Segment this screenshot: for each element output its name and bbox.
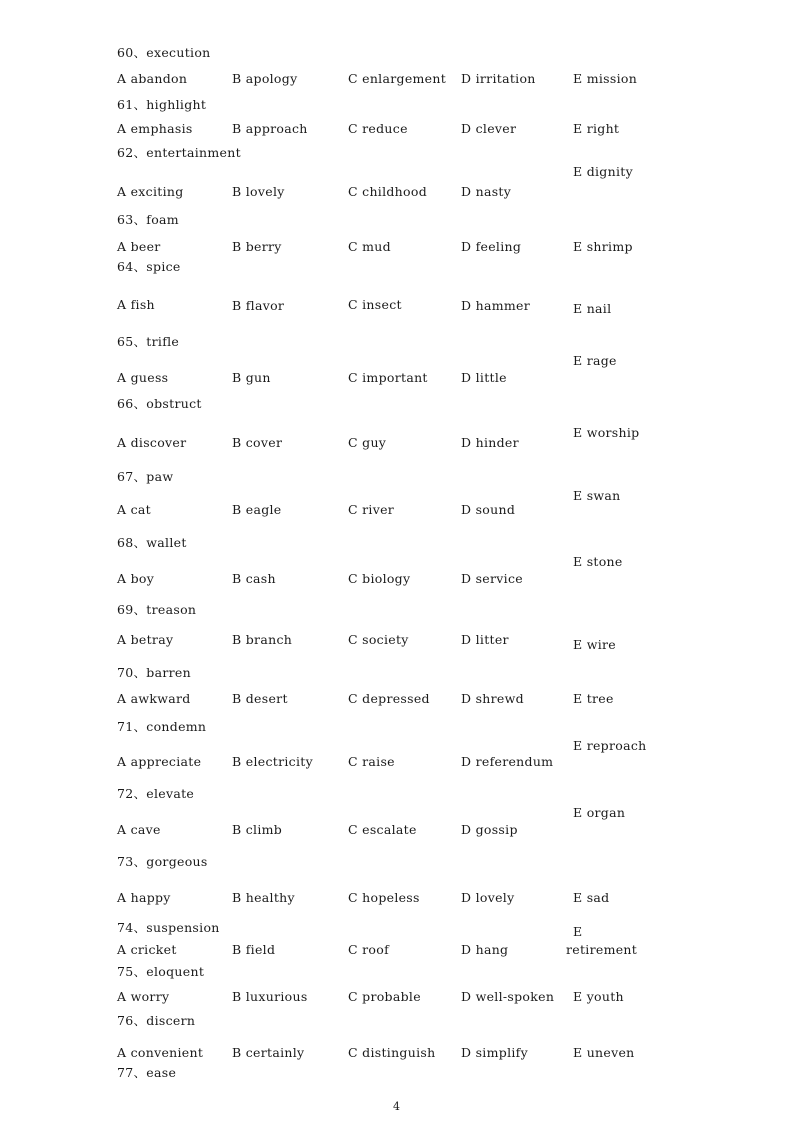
question-64: 64、spice <box>117 259 181 274</box>
option-b: B berry <box>232 239 282 254</box>
option-b: B apology <box>232 71 298 86</box>
option-e: E right <box>573 121 620 136</box>
question-76: 76、discern <box>117 1013 196 1028</box>
question-71: 71、condemn <box>117 719 207 734</box>
option-e: E sad <box>573 890 610 905</box>
option-a: A happy <box>117 890 171 905</box>
option-a: A betray <box>117 632 174 647</box>
option-d: D little <box>461 370 507 385</box>
option-e: E uneven <box>573 1045 635 1060</box>
option-d: D gossip <box>461 822 518 837</box>
option-d: D clever <box>461 121 517 136</box>
option-c: C childhood <box>348 184 427 199</box>
option-e: E wire <box>573 637 616 652</box>
option-a: A cricket <box>117 942 177 957</box>
option-b: B cash <box>232 571 276 586</box>
option-d: D hinder <box>461 435 519 450</box>
question-69: 69、treason <box>117 602 197 617</box>
option-d: D lovely <box>461 890 515 905</box>
option-b: B field <box>232 942 276 957</box>
option-d: D well-spoken <box>461 989 555 1004</box>
option-d: D shrewd <box>461 691 524 706</box>
option-a: A abandon <box>117 71 188 86</box>
option-e-continued: retirement <box>566 942 638 957</box>
option-d: D hammer <box>461 298 530 313</box>
option-e: E reproach <box>573 738 647 753</box>
option-a: A boy <box>117 571 155 586</box>
question-74: 74、suspension <box>117 920 220 935</box>
option-d: D feeling <box>461 239 522 254</box>
question-65: 65、trifle <box>117 334 180 349</box>
option-d: D irritation <box>461 71 536 86</box>
option-a: A guess <box>117 370 169 385</box>
question-70: 70、barren <box>117 665 191 680</box>
option-b: B electricity <box>232 754 313 769</box>
option-c: C guy <box>348 435 387 450</box>
option-a: A appreciate <box>117 754 202 769</box>
question-60: 60、execution <box>117 45 211 60</box>
option-c: C mud <box>348 239 391 254</box>
option-c: C hopeless <box>348 890 420 905</box>
option-c: C enlargement <box>348 71 447 86</box>
option-d: D referendum <box>461 754 554 769</box>
option-c: C river <box>348 502 395 517</box>
question-67: 67、paw <box>117 469 174 484</box>
option-c: C roof <box>348 942 389 957</box>
option-d: D nasty <box>461 184 512 199</box>
option-e: E stone <box>573 554 623 569</box>
option-a: A awkward <box>117 691 191 706</box>
question-73: 73、gorgeous <box>117 854 208 869</box>
option-c: C distinguish <box>348 1045 436 1060</box>
option-b: B flavor <box>232 298 285 313</box>
question-66: 66、obstruct <box>117 396 202 411</box>
option-e: E rage <box>573 353 617 368</box>
option-e: E mission <box>573 71 638 86</box>
option-c: C society <box>348 632 409 647</box>
option-b: B luxurious <box>232 989 308 1004</box>
question-62: 62、entertainment <box>117 145 241 160</box>
option-a: A fish <box>117 297 155 312</box>
page-number: 4 <box>393 1100 400 1113</box>
option-a: A cat <box>117 502 151 517</box>
question-72: 72、elevate <box>117 786 195 801</box>
option-c: C insect <box>348 297 402 312</box>
option-b: B desert <box>232 691 288 706</box>
option-e: E shrimp <box>573 239 633 254</box>
option-b: B branch <box>232 632 293 647</box>
option-b: B gun <box>232 370 271 385</box>
question-68: 68、wallet <box>117 535 187 550</box>
option-c: C raise <box>348 754 395 769</box>
option-a: A cave <box>117 822 161 837</box>
option-c: C biology <box>348 571 411 586</box>
option-e: E tree <box>573 691 614 706</box>
option-a: A worry <box>117 989 170 1004</box>
option-e: E worship <box>573 425 640 440</box>
option-b: B approach <box>232 121 308 136</box>
option-a: A convenient <box>117 1045 204 1060</box>
option-d: D sound <box>461 502 516 517</box>
option-b: B eagle <box>232 502 282 517</box>
option-a: A beer <box>117 239 161 254</box>
question-63: 63、foam <box>117 212 179 227</box>
option-a: A discover <box>117 435 187 450</box>
option-c: C probable <box>348 989 421 1004</box>
option-a: A emphasis <box>117 121 193 136</box>
option-b: B healthy <box>232 890 295 905</box>
option-b: B climb <box>232 822 283 837</box>
option-d: D hang <box>461 942 509 957</box>
option-e: E youth <box>573 989 624 1004</box>
option-a: A exciting <box>117 184 184 199</box>
option-e: E <box>573 924 583 939</box>
question-61: 61、highlight <box>117 97 207 112</box>
option-c: C important <box>348 370 428 385</box>
option-d: D service <box>461 571 523 586</box>
option-b: B certainly <box>232 1045 305 1060</box>
option-c: C escalate <box>348 822 417 837</box>
option-e: E organ <box>573 805 626 820</box>
option-c: C depressed <box>348 691 430 706</box>
question-77: 77、ease <box>117 1065 177 1080</box>
option-e: E swan <box>573 488 621 503</box>
option-e: E dignity <box>573 164 633 179</box>
option-b: B cover <box>232 435 283 450</box>
option-e: E nail <box>573 301 612 316</box>
question-75: 75、eloquent <box>117 964 205 979</box>
option-b: B lovely <box>232 184 285 199</box>
option-c: C reduce <box>348 121 408 136</box>
option-d: D litter <box>461 632 509 647</box>
option-d: D simplify <box>461 1045 528 1060</box>
